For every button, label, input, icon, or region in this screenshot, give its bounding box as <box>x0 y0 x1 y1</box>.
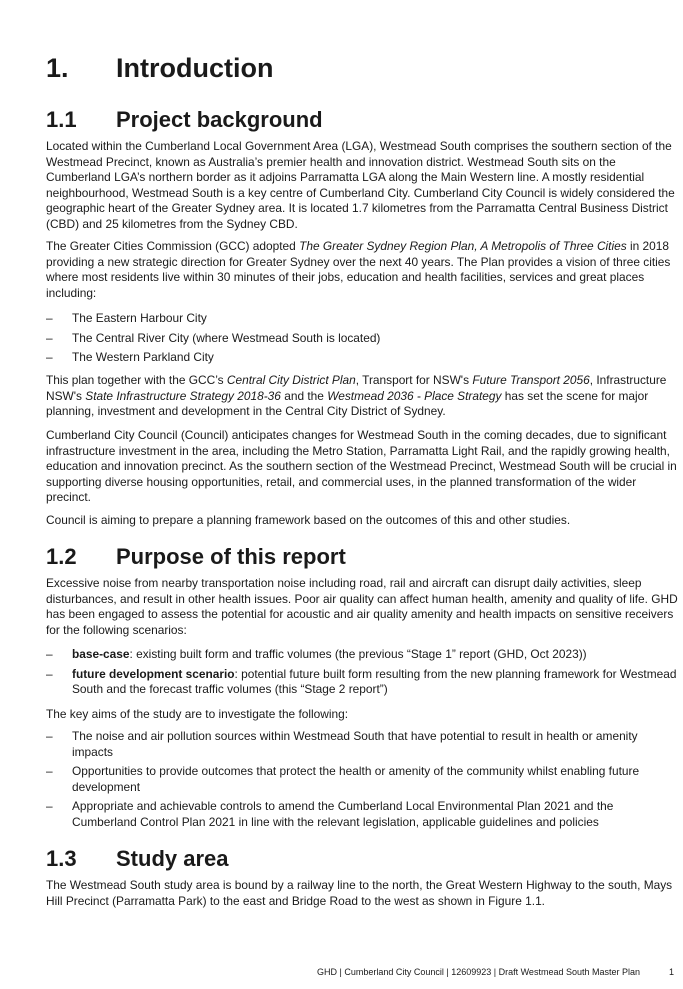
paragraph: Located within the Cumberland Local Government Area (LGA), Westmead South comprises the southern section of the Westmead Precinct, known as Australia’s premier health and innovation district. Westmead South sits on the Cumberland LGA’s northern border as it adjoins Parramatta LGA along the Main Western line. A mostly residential neighbourhood, Westmead South is a key centre of Cumberland City. Cumberland City Council is widely considered the geographic heart of the Greater Sydney area. It is located 1.7 kilometres from the Parramatta Central Business District (CBD) and 25 kilometres from the Sydney CBD. <box>46 139 675 231</box>
dash-marker: – <box>46 330 53 345</box>
italic-text: Westmead 2036 - Place Strategy <box>327 388 502 403</box>
section-heading-1-1 <box>46 106 323 134</box>
list-item <box>46 647 678 663</box>
list-item <box>46 667 678 698</box>
section-title: Study area <box>116 846 229 871</box>
dash-marker: – <box>46 764 53 779</box>
paragraph: Cumberland City Council (Council) anticipates changes for Westmead South in the coming decades, due to significant infrastructure investment in the area, including the Metro Station, Parramatta Light Rail, and the rapidly growing health, education and innovation precinct. As the southern section of the Westmead Precinct, Westmead South will be crucial in supporting diverse housing opportunities, retail, and commercial uses, in the planned transformation of the wider precinct. <box>46 428 677 505</box>
list-item <box>46 350 678 366</box>
list-item-text: The Central River City (where Westmead South is located) <box>72 330 381 345</box>
list-item-text: The Eastern Harbour City <box>72 311 207 325</box>
list-item-text: Appropriate and achievable controls to amend the Cumberland Local Environmental Plan 2021 and the Cumberland Control Plan 2021 in line with the relevant legislation, applicable guidelines and policies <box>72 799 614 829</box>
list-item-text: Opportunities to provide outcomes that protect the health or amenity of the community whilst enabling future development <box>72 764 640 794</box>
section-number: 1.1 <box>46 107 77 132</box>
list-item-text: : existing built form and traffic volumes (the previous “Stage 1” report (GHD, Oct 2023)) <box>129 647 587 661</box>
list-item <box>46 764 678 795</box>
text-run: , Transport for NSW's <box>355 373 473 387</box>
paragraph: Excessive noise from nearby transportation noise including road, rail and aircraft can disrupt daily activities, sleep disturbances, and result in other health issues. Poor air quality can affect human health, amenity and quality of life. GHD has been engaged to assess the potential for acoustic and air quality amenity and health impacts on sensitive receivers for the following scenarios: <box>46 576 678 637</box>
list-item <box>46 311 678 327</box>
list-item-text: The Western Parkland City <box>72 350 214 365</box>
chapter-heading <box>46 50 273 86</box>
paragraph <box>46 239 678 301</box>
italic-text: The Greater Sydney Region Plan, A Metropolis of Three Cities <box>299 239 627 253</box>
dash-marker: – <box>46 666 53 681</box>
aims-list <box>46 729 678 835</box>
bullet-list <box>46 311 678 370</box>
italic-text: State Infrastructure Strategy 2018-36 <box>85 388 281 403</box>
chapter-title: Introduction <box>116 53 274 83</box>
bold-term: base-case <box>72 647 130 661</box>
section-number: 1.3 <box>46 846 77 871</box>
text-run: and the <box>280 388 328 403</box>
section-title: Purpose of this report <box>116 544 346 569</box>
chapter-number: 1. <box>46 53 69 83</box>
italic-text: Future Transport 2056 <box>472 373 590 387</box>
dash-marker: – <box>46 729 53 743</box>
bold-term: future development scenario <box>72 666 235 681</box>
paragraph: The key aims of the study are to investigate the following: <box>46 707 349 721</box>
text-run: This plan together with the GCC’s <box>46 373 227 387</box>
list-item <box>46 799 678 830</box>
footer-text: GHD | Cumberland City Council | 12609923 | Draft Westmead South Master Plan <box>317 967 640 977</box>
list-item <box>46 331 678 347</box>
list-item-text: The noise and air pollution sources within Westmead South that have potential to result in health or amenity impacts <box>72 729 638 759</box>
paragraph: The Westmead South study area is bound by a railway line to the north, the Great Western Highway to the south, Mays Hill Precinct (Parramatta Park) to the east and Bridge Road to the west as shown in Figure 1.1. <box>46 878 673 908</box>
section-number: 1.2 <box>46 544 77 569</box>
section-heading-1-2 <box>46 543 346 571</box>
dash-marker: – <box>46 647 53 661</box>
list-item <box>46 729 678 760</box>
text-run: in 2018 providing a new strategic direction for Greater Sydney over the next 40 years. The Plan provides a vision of three cities where most residents live within 30 minutes of their jobs, education and health facilities, services and great places including: <box>46 239 671 300</box>
text-run: The Greater Cities Commission (GCC) adopted <box>46 239 300 253</box>
dash-marker: – <box>46 350 53 365</box>
dash-marker: – <box>46 799 53 814</box>
italic-text: Central City District Plan <box>226 373 356 387</box>
dash-marker: – <box>46 311 53 325</box>
paragraph: Council is aiming to prepare a planning framework based on the outcomes of this and other studies. <box>46 513 571 527</box>
scenario-list <box>46 647 678 702</box>
section-heading-1-3 <box>46 845 229 873</box>
section-title: Project background <box>116 107 323 132</box>
text-run: has set the scene for major planning, investment and development in the Central City District of Sydney. <box>46 388 649 419</box>
text-run: , Infrastructure NSW's <box>46 373 667 403</box>
list-item-text: : potential future built form resulting from the new planning framework for Westmead South and the forecast traffic volumes (this “Stage 2 report”) <box>72 666 677 697</box>
page-number: 1 <box>669 967 675 977</box>
paragraph <box>46 373 678 420</box>
